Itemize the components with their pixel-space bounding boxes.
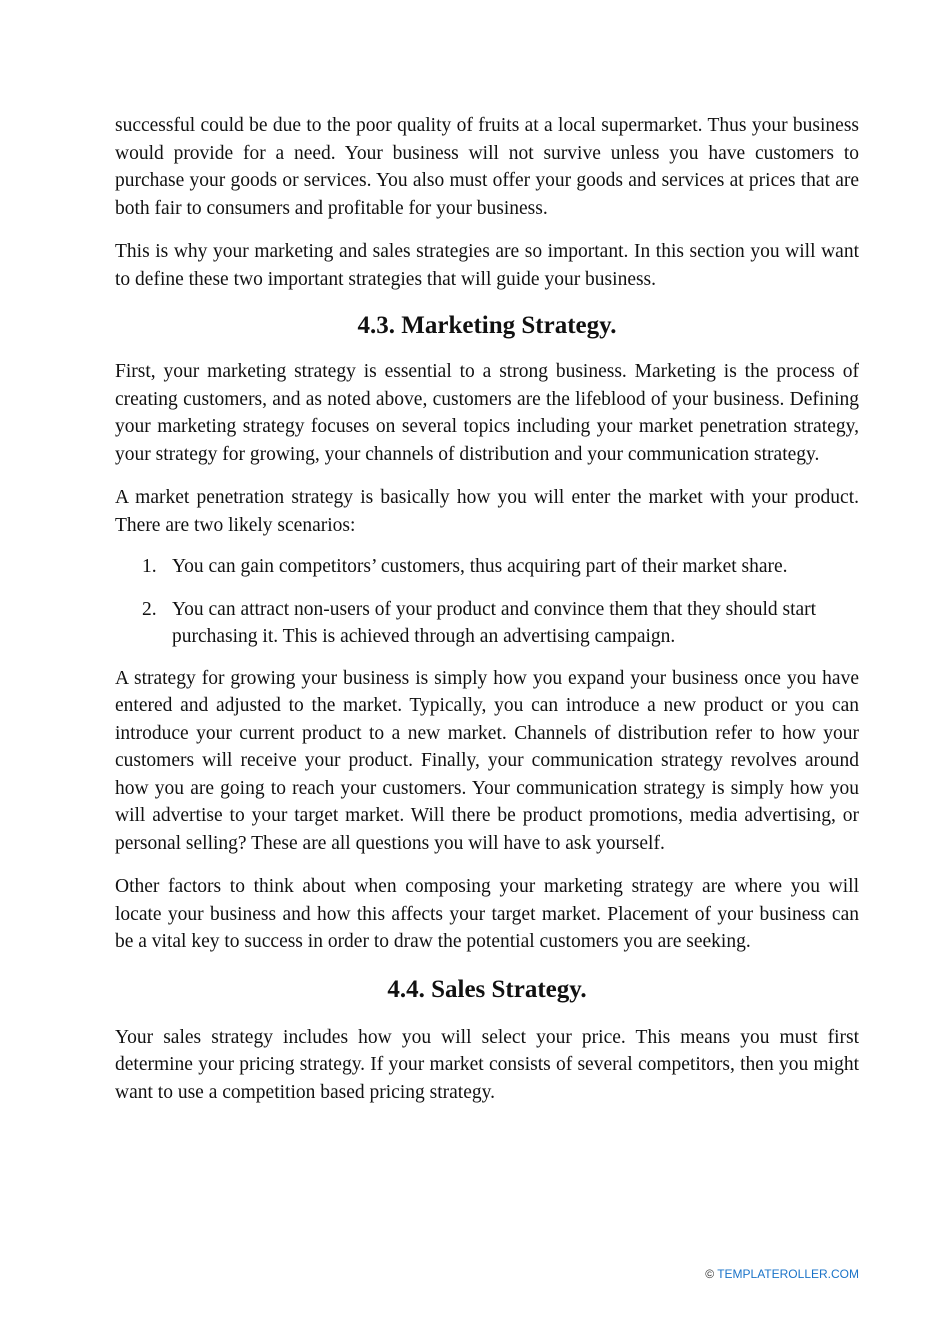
paragraph-intro-continued: successful could be due to the poor quality of fruits at a local supermarket. Thus your business would provide for a need. Your business will not survive unless you have customers to purchase your goods or services. You also must offer your goods and services at prices that are both fair to consumers and profitable for your business.: [115, 115, 859, 219]
paragraph-marketing-4: Other factors to think about when composing your marketing strategy are where you will locate your business and how this affects your target market. Placement of your business can be a vital key to success in order to draw the potential customers you are seeking.: [115, 876, 859, 952]
list-item-text: You can attract non-users of your product and convince them that they should start purchasing it. This is achieved through an advertising campaign.: [172, 598, 817, 647]
copyright-symbol: ©: [705, 1267, 715, 1281]
list-item: [115, 553, 859, 581]
paragraph-sales-1: Your sales strategy includes how you will select your price. This means you must first determine your pricing strategy. If your market consists of several competitors, then you might want to use a competition based pricing strategy.: [115, 1026, 859, 1103]
scenario-list: [115, 553, 859, 651]
heading-marketing-strategy: 4.3. Marketing Strategy.: [357, 312, 617, 339]
list-item-number: 1.: [142, 556, 157, 577]
paragraph-why-important: This is why your marketing and sales strategies are so important. In this section you will want to define these two important strategies that will guide your business.: [115, 241, 859, 290]
footer-link[interactable]: TEMPLATEROLLER.COM: [717, 1267, 859, 1281]
list-item: [115, 596, 859, 651]
footer: [705, 1267, 859, 1281]
paragraph-marketing-1: First, your marketing strategy is essential to a strong business. Marketing is the process of creating customers, and as noted above, customers are the lifeblood of your business. Defining your marketing strategy focuses on several topics including your market penetration strategy, your strategy for growing, your channels of distribution and your communication strategy.: [115, 361, 859, 465]
paragraph-marketing-2: A market penetration strategy is basically how you will enter the market with your product. There are two likely scenarios:: [115, 487, 859, 536]
paragraph-marketing-3: A strategy for growing your business is simply how you expand your business once you have entered and adjusted to the market. Typically, you can introduce a new product or you can introduce your current product to a new market. Channels of distribution refer to how your customers will receive your product. Finally, your communication strategy revolves around how you are going to reach your customers. Your communication strategy is simply how you will advertise to your target market. Will there be product promotions, media advertising, or personal selling? These are all questions you will have to ask yourself.: [115, 667, 859, 854]
heading-sales-strategy: 4.4. Sales Strategy.: [387, 975, 587, 1003]
list-item-number: 2.: [142, 598, 157, 620]
list-item-text: You can gain competitors’ customers, thus acquiring part of their market share.: [172, 556, 788, 577]
document-page: [115, 112, 859, 1106]
